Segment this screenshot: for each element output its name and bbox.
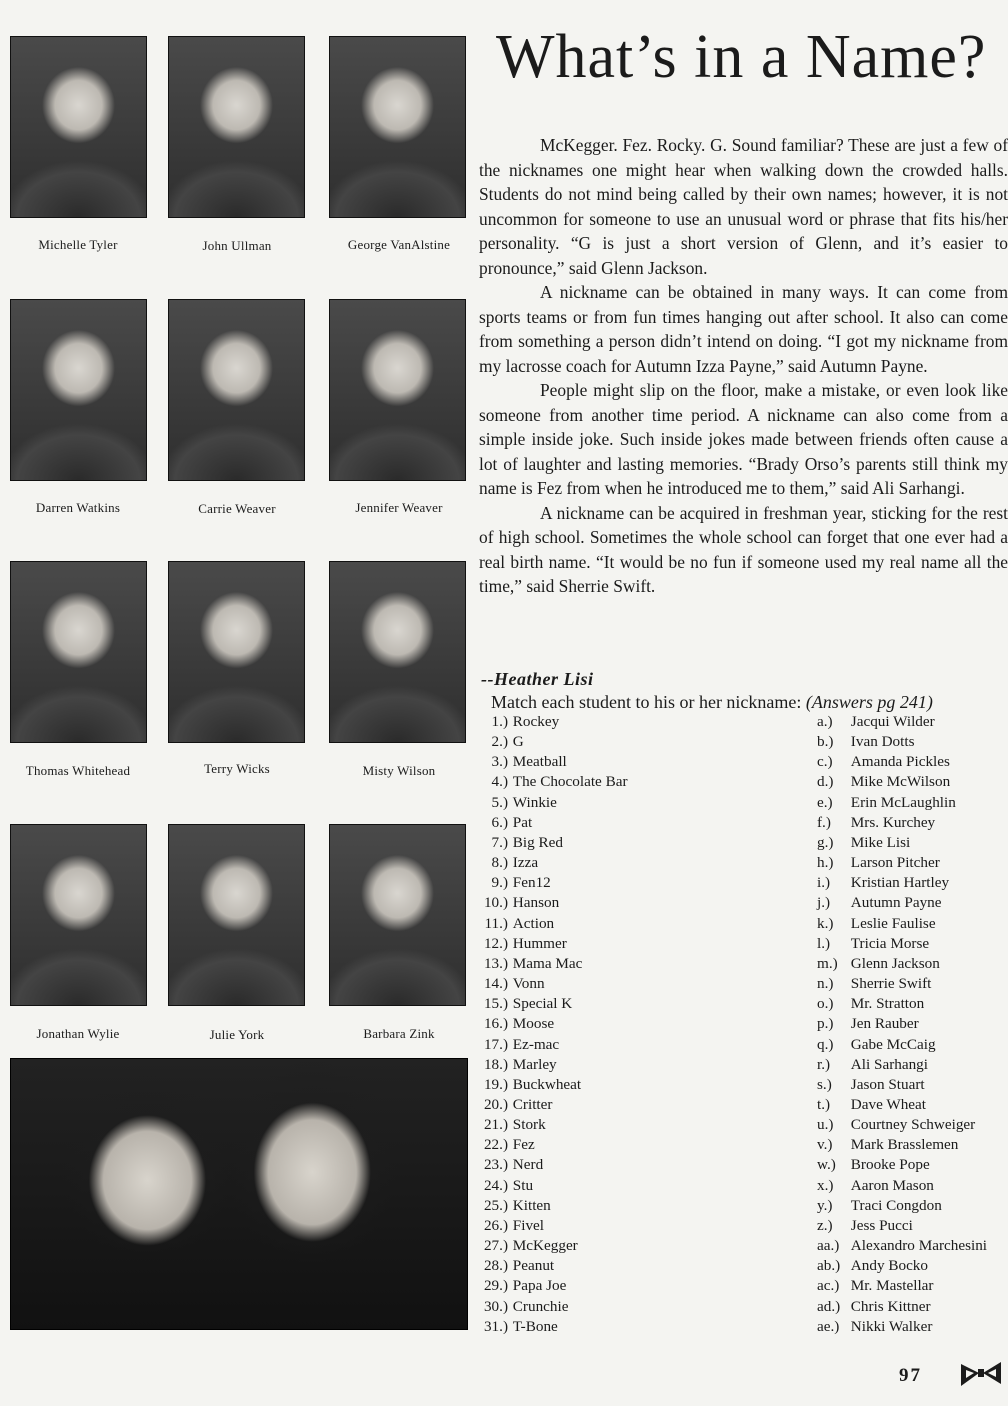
portrait-photo-jennifer-weaver xyxy=(329,299,466,481)
page-title: What’s in a Name? xyxy=(496,23,987,91)
list-item-text: Chris Kittner xyxy=(850,1297,931,1315)
list-item-text: Tricia Morse xyxy=(850,934,930,952)
nickname-item xyxy=(480,893,628,913)
list-item-text: Critter xyxy=(512,1095,553,1113)
list-item-number: 29.) xyxy=(483,1277,508,1295)
student-item xyxy=(817,1317,987,1337)
list-item-number: z.) xyxy=(817,1216,833,1234)
list-item-text: Winkie xyxy=(512,793,557,811)
list-item-text: T-Bone xyxy=(512,1317,558,1335)
list-item-text: Mrs. Kurchey xyxy=(850,813,936,831)
nickname-item xyxy=(480,813,628,833)
nickname-item xyxy=(480,772,628,792)
nickname-item xyxy=(480,994,628,1014)
student-item xyxy=(817,1014,987,1034)
candid-photo xyxy=(10,1058,468,1330)
list-item-text: Amanda Pickles xyxy=(850,753,950,771)
list-item-text: Big Red xyxy=(512,833,564,851)
list-item-number: h.) xyxy=(817,854,834,872)
list-item-text: Mr. Mastellar xyxy=(850,1277,934,1295)
byline: --Heather Lisi xyxy=(481,669,594,689)
list-item-number: aa.) xyxy=(817,1237,840,1255)
list-item-text: Andy Bocko xyxy=(850,1257,928,1275)
list-item-text: Vonn xyxy=(512,975,545,993)
portrait-caption: John Ullman xyxy=(202,238,272,253)
list-item-number: 31.) xyxy=(483,1317,508,1335)
list-item-number: w.) xyxy=(817,1156,836,1174)
list-item-text: Jen Rauber xyxy=(850,1015,919,1033)
list-item-text: Izza xyxy=(512,854,539,872)
student-item xyxy=(817,893,987,913)
list-item-text: Moose xyxy=(512,1015,555,1033)
list-item-number: ae.) xyxy=(817,1317,840,1335)
nickname-item xyxy=(480,1075,628,1095)
list-item-text: Gabe McCaig xyxy=(850,1035,936,1053)
nickname-item xyxy=(480,914,628,934)
nickname-item xyxy=(480,873,628,893)
student-item xyxy=(817,1176,987,1196)
list-item-number: d.) xyxy=(817,773,834,791)
list-item-text: Erin McLaughlin xyxy=(850,793,956,811)
page-number: 97 xyxy=(899,1365,922,1386)
portrait-caption: Terry Wicks xyxy=(204,761,270,776)
portrait-photo-john-ullman xyxy=(168,36,305,218)
portrait-photo-carrie-weaver xyxy=(168,299,305,481)
list-item-number: 13.) xyxy=(483,954,508,972)
list-item-number: f.) xyxy=(817,813,831,831)
list-item-number: 5.) xyxy=(491,793,508,811)
list-item-text: Pat xyxy=(512,813,533,831)
student-item xyxy=(817,1055,987,1075)
list-item-text: Buckwheat xyxy=(512,1075,582,1093)
list-item-text: Stu xyxy=(512,1176,534,1194)
list-item-number: 21.) xyxy=(483,1116,508,1134)
list-item-number: 25.) xyxy=(483,1196,508,1214)
list-item-text: Sherrie Swift xyxy=(850,975,932,993)
student-item xyxy=(817,1115,987,1135)
list-item-text: Action xyxy=(512,914,555,932)
list-item-text: Stork xyxy=(512,1116,546,1134)
list-item-text: Nikki Walker xyxy=(850,1317,933,1335)
portrait-caption: Jonathan Wylie xyxy=(36,1026,120,1041)
article-paragraph: People might slip on the floor, make a mistake, or even look like someone from another time period. A nickname can also come from a simple inside joke. Such inside jokes made between friends often cause a lot of laughter and lasting memories. “Brady Orso’s parents still think my name is Fez from when he introduced me to them,” said Ali Sarhangi. xyxy=(479,380,1008,498)
article-paragraph: McKegger. Fez. Rocky. G. Sound familiar? These are just a few of the nicknames one might hear when walking down the crowded halls. Students do not mind being called by their own names; however, it is not uncommon for someone to use an unusual word or phrase that fits his/her personality. “G is just a short version of Glenn, and it’s easier to pronounce,” said Glenn Jackson. xyxy=(479,135,1008,278)
list-item-number: u.) xyxy=(817,1116,834,1134)
portrait-photo-thomas-whitehead xyxy=(10,561,147,743)
list-item-number: 30.) xyxy=(483,1297,508,1315)
student-item xyxy=(817,1276,987,1296)
student-item xyxy=(817,934,987,954)
nickname-item xyxy=(480,1256,628,1276)
list-item-text: Peanut xyxy=(512,1257,555,1275)
list-item-number: 3.) xyxy=(491,753,508,771)
student-item xyxy=(817,772,987,792)
nickname-item xyxy=(480,712,628,732)
portrait-caption: Carrie Weaver xyxy=(198,501,276,516)
portrait-photo-julie-york xyxy=(168,824,305,1006)
nickname-item xyxy=(480,954,628,974)
nickname-list xyxy=(480,712,628,1337)
list-item-number: x.) xyxy=(817,1176,834,1194)
portrait-caption: Barbara Zink xyxy=(363,1026,435,1041)
list-item-number: 4.) xyxy=(491,773,508,791)
article-paragraph: A nickname can be obtained in many ways. It can come from sports teams or from fun times hanging out after school. It also can come from something a person didn’t intend on doing. “I got my nickname from my lacrosse coach for Autumn Izza Payne,” said Autumn Payne. xyxy=(479,282,1008,376)
nickname-item xyxy=(480,1276,628,1296)
list-item-number: a.) xyxy=(817,713,833,730)
bow-tie-icon xyxy=(958,1358,1004,1390)
list-item-text: The Chocolate Bar xyxy=(512,773,628,791)
list-item-text: Jess Pucci xyxy=(850,1216,913,1234)
list-item-text: Mama Mac xyxy=(512,954,583,972)
list-item-text: Larson Pitcher xyxy=(850,854,940,872)
list-item-number: 9.) xyxy=(491,874,508,892)
article-body xyxy=(479,133,1008,599)
list-item-text: Fez xyxy=(512,1136,535,1154)
list-item-number: 10.) xyxy=(483,894,508,912)
list-item-text: Mr. Stratton xyxy=(850,995,925,1013)
list-item-text: Crunchie xyxy=(512,1297,569,1315)
list-item-number: k.) xyxy=(817,914,834,932)
list-item-number: c.) xyxy=(817,753,833,771)
list-item-number: 8.) xyxy=(491,854,508,872)
list-item-text: Aaron Mason xyxy=(850,1176,934,1194)
student-item xyxy=(817,1155,987,1175)
nickname-item xyxy=(480,1196,628,1216)
list-item-number: 11.) xyxy=(484,914,508,932)
list-item-number: 27.) xyxy=(483,1237,508,1255)
list-item-text: Dave Wheat xyxy=(850,1095,926,1113)
student-item xyxy=(817,1035,987,1055)
list-item-number: b.) xyxy=(817,733,834,751)
list-item-text: Kitten xyxy=(512,1196,551,1214)
list-item-number: e.) xyxy=(817,793,833,811)
student-item xyxy=(817,712,987,732)
portrait-photo-michelle-tyler xyxy=(10,36,147,218)
nickname-item xyxy=(480,1216,628,1236)
list-item-number: 22.) xyxy=(483,1136,508,1154)
student-item xyxy=(817,1135,987,1155)
student-item xyxy=(817,1297,987,1317)
list-item-text: Courtney Schweiger xyxy=(850,1116,976,1134)
nickname-item xyxy=(480,1317,628,1337)
portrait-caption: George VanAlstine xyxy=(347,237,451,252)
list-item-text: Special K xyxy=(512,995,573,1013)
portrait-caption: Jennifer Weaver xyxy=(355,500,443,515)
list-item-number: 23.) xyxy=(483,1156,508,1174)
list-item-number: s.) xyxy=(817,1075,832,1093)
nickname-item xyxy=(480,732,628,752)
list-item-number: n.) xyxy=(817,975,834,993)
list-item-text: Fivel xyxy=(512,1216,545,1234)
list-item-text: Brooke Pope xyxy=(850,1156,930,1174)
list-item-text: G xyxy=(512,733,524,751)
portrait-photo-misty-wilson xyxy=(329,561,466,743)
list-item-number: 19.) xyxy=(483,1075,508,1093)
list-item-text: Jason Stuart xyxy=(850,1075,925,1093)
portrait-photo-jonathan-wylie xyxy=(10,824,147,1006)
nickname-item xyxy=(480,1095,628,1115)
list-item-text: Kristian Hartley xyxy=(850,874,950,892)
portrait-caption: Darren Watkins xyxy=(35,500,121,515)
student-item xyxy=(817,1075,987,1095)
student-item xyxy=(817,974,987,994)
list-item-number: 16.) xyxy=(483,1015,508,1033)
student-item xyxy=(817,873,987,893)
list-item-text: Fen12 xyxy=(512,874,551,892)
list-item-number: v.) xyxy=(817,1136,833,1154)
nickname-item xyxy=(480,833,628,853)
nickname-item xyxy=(480,1236,628,1256)
nickname-item xyxy=(480,1176,628,1196)
list-item-text: Hummer xyxy=(512,934,567,952)
portrait-caption: Julie York xyxy=(209,1027,265,1042)
portrait-photo-terry-wicks xyxy=(168,561,305,743)
nickname-item xyxy=(480,1035,628,1055)
list-item-number: l.) xyxy=(817,934,831,952)
list-item-number: m.) xyxy=(817,954,838,972)
list-item-number: q.) xyxy=(817,1035,834,1053)
nickname-item xyxy=(480,934,628,954)
list-item-number: ab.) xyxy=(817,1257,841,1275)
list-item-number: 2.) xyxy=(491,733,508,751)
student-item xyxy=(817,793,987,813)
list-item-text: Papa Joe xyxy=(512,1277,567,1295)
portrait-photo-barbara-zink xyxy=(329,824,466,1006)
portrait-photo-darren-watkins xyxy=(10,299,147,481)
student-item xyxy=(817,954,987,974)
nickname-item xyxy=(480,752,628,772)
nickname-item xyxy=(480,793,628,813)
list-item-text: Nerd xyxy=(512,1156,544,1174)
list-item-text: Leslie Faulise xyxy=(850,914,936,932)
list-item-number: ac.) xyxy=(817,1277,840,1295)
list-item-number: r.) xyxy=(817,1055,831,1073)
list-item-number: ad.) xyxy=(817,1297,841,1315)
list-item-number: 26.) xyxy=(483,1216,508,1234)
nickname-item xyxy=(480,1297,628,1317)
list-item-text: Mike Lisi xyxy=(850,833,911,851)
article-paragraph: A nickname can be acquired in freshman year, sticking for the rest of high school. Sometimes the whole school can forget that one ever had a real birth name. “It would be no fun if someone used my real name all the time,” said Sherrie Swift. xyxy=(479,502,1008,596)
list-item-text: Ali Sarhangi xyxy=(850,1055,928,1073)
list-item-number: 28.) xyxy=(483,1257,508,1275)
list-item-number: 17.) xyxy=(483,1035,508,1053)
list-item-text: Rockey xyxy=(512,713,560,730)
student-list xyxy=(817,712,987,1337)
nickname-item xyxy=(480,1014,628,1034)
portrait-caption: Misty Wilson xyxy=(362,763,436,778)
list-item-number: t.) xyxy=(817,1095,831,1113)
student-item xyxy=(817,813,987,833)
list-item-text: Hanson xyxy=(512,894,560,912)
list-item-text: Autumn Payne xyxy=(850,894,942,912)
nickname-item xyxy=(480,974,628,994)
answers-note: (Answers pg 241) xyxy=(805,692,933,712)
list-item-number: 18.) xyxy=(483,1055,508,1073)
list-item-text: Mike McWilson xyxy=(850,773,951,791)
nickname-item xyxy=(480,1115,628,1135)
student-item xyxy=(817,1216,987,1236)
portrait-caption: Thomas Whitehead xyxy=(25,763,131,778)
list-item-number: 12.) xyxy=(483,934,508,952)
student-item xyxy=(817,732,987,752)
list-item-text: Meatball xyxy=(512,753,567,771)
list-item-number: y.) xyxy=(817,1196,833,1214)
list-item-number: 6.) xyxy=(491,813,508,831)
list-item-number: g.) xyxy=(817,833,834,851)
match-instructions xyxy=(491,692,933,713)
student-item xyxy=(817,994,987,1014)
list-item-text: Ivan Dotts xyxy=(850,733,915,751)
student-item xyxy=(817,833,987,853)
list-item-text: Alexandro Marchesini xyxy=(850,1237,988,1255)
student-item xyxy=(817,1196,987,1216)
list-item-number: 24.) xyxy=(483,1176,508,1194)
list-item-text: Mark Brasslemen xyxy=(850,1136,959,1154)
list-item-number: 14.) xyxy=(483,975,508,993)
list-item-number: 1.) xyxy=(491,713,508,730)
nickname-item xyxy=(480,1135,628,1155)
list-item-number: 20.) xyxy=(483,1095,508,1113)
list-item-text: Jacqui Wilder xyxy=(850,713,935,730)
list-item-text: Marley xyxy=(512,1055,557,1073)
student-item xyxy=(817,752,987,772)
list-item-number: 15.) xyxy=(483,995,508,1013)
list-item-number: p.) xyxy=(817,1015,834,1033)
nickname-item xyxy=(480,1055,628,1075)
portrait-photo-george-vanalstine xyxy=(329,36,466,218)
list-item-text: Ez-mac xyxy=(512,1035,560,1053)
match-instruction-text: Match each student to his or her nickname: xyxy=(491,692,802,712)
list-item-text: McKegger xyxy=(512,1237,578,1255)
student-item xyxy=(817,1236,987,1256)
nickname-item xyxy=(480,1155,628,1175)
list-item-text: Traci Congdon xyxy=(850,1196,942,1214)
student-item xyxy=(817,1256,987,1276)
list-item-number: i.) xyxy=(817,874,831,892)
student-item xyxy=(817,853,987,873)
list-item-number: j.) xyxy=(817,894,831,912)
student-item xyxy=(817,1095,987,1115)
list-item-number: 7.) xyxy=(491,833,508,851)
portrait-caption: Michelle Tyler xyxy=(38,237,118,252)
nickname-item xyxy=(480,853,628,873)
student-item xyxy=(817,914,987,934)
list-item-number: o.) xyxy=(817,995,834,1013)
list-item-text: Glenn Jackson xyxy=(850,954,940,972)
